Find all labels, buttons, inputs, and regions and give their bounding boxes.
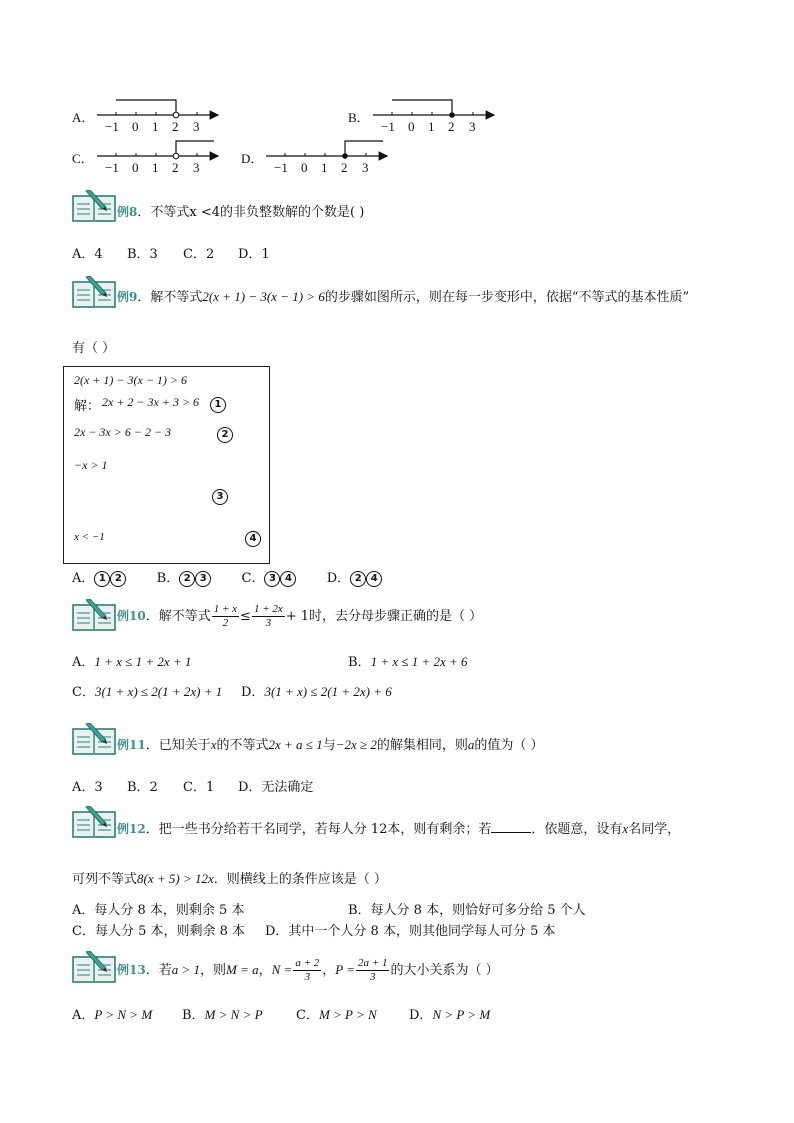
tick-label: 3 — [362, 160, 369, 175]
option-mark: 2 — [350, 571, 366, 587]
example-12-stem — [117, 818, 680, 837]
option-c: C．1 — [183, 780, 215, 795]
example-10-stem — [117, 603, 482, 630]
variable: x — [622, 821, 629, 836]
example-9-stem — [117, 286, 689, 305]
option-label: D． — [241, 685, 265, 700]
fraction-numerator: 2a + 1 — [358, 957, 388, 969]
option-a-label: A． — [72, 110, 95, 125]
option-b: B．2 — [127, 780, 158, 795]
number-line-c — [97, 141, 218, 159]
le-sign: ≤ — [240, 609, 251, 624]
option-c: C．每人分 5 本，则剩余 8 本 — [72, 924, 246, 939]
option-d-label: D． — [241, 151, 264, 166]
tick-label: 3 — [193, 119, 200, 134]
tick-label: 1 — [152, 119, 159, 134]
example-13-stem — [117, 957, 499, 984]
option-b — [348, 651, 468, 670]
n-lhs: N = — [271, 962, 293, 977]
condition-expression: a > 1 — [171, 962, 200, 977]
option-a — [72, 651, 191, 670]
tick-label: 0 — [132, 119, 139, 134]
question-text: 名同学， — [628, 822, 681, 837]
number-line-b — [373, 100, 494, 118]
option-d — [409, 1004, 490, 1023]
option-mark: 4 — [280, 571, 296, 587]
step-mark-4: 4 — [245, 531, 261, 547]
number-line-options — [0, 90, 794, 270]
option-b: B．每人分 8 本，则恰好可多分给 5 个人 — [348, 903, 586, 918]
variable: x — [210, 737, 217, 752]
option-mark: 4 — [366, 571, 382, 587]
example-book-icon — [72, 190, 116, 222]
question-text-line2 — [72, 868, 387, 887]
option-label: B． — [182, 1008, 205, 1023]
option-mark: 2 — [179, 571, 195, 587]
example-11-stem — [117, 734, 544, 753]
option-b: B．3 — [127, 247, 158, 262]
option-d — [327, 571, 382, 586]
tick-label: −1 — [105, 119, 119, 134]
tick-label: 2 — [172, 160, 179, 175]
question-text: 与 — [322, 738, 336, 753]
option-c — [296, 1004, 377, 1023]
question-text: ．把一些书分给若干名同学，若每人分 12本，则有剩余；若 — [145, 822, 492, 837]
question-text-line2: 有（ ） — [72, 341, 116, 356]
example-8-stem — [117, 201, 364, 220]
option-a — [72, 1004, 152, 1023]
question-text: 的值为（ ） — [474, 738, 544, 753]
example-number: 例8 — [117, 205, 138, 219]
fraction — [212, 603, 239, 630]
example-number: 例10 — [117, 609, 146, 623]
question-text: 的大小关系为（ ） — [390, 963, 499, 978]
tick-label: −1 — [105, 160, 119, 175]
option-label: D． — [326, 571, 351, 586]
option-c — [72, 681, 222, 700]
tick-label: 3 — [469, 119, 476, 134]
inequality-expression: 2x + a ≤ 1 — [268, 737, 323, 752]
option-a: A．4 — [72, 247, 103, 262]
number-line-d — [266, 141, 387, 159]
question-text: 的不等式 — [216, 738, 269, 753]
option-mark: 3 — [195, 571, 211, 587]
tick-label: 0 — [132, 160, 139, 175]
step-label: 解： — [74, 399, 101, 414]
step-line: 2(x + 1) − 3(x − 1) > 6 — [74, 373, 188, 387]
step-line: −x > 1 — [74, 458, 108, 472]
option-mark: 1 — [94, 571, 110, 587]
tick-label: 3 — [193, 160, 200, 175]
p-lhs: P = — [335, 962, 356, 977]
option-c-label: C． — [72, 151, 94, 166]
example-number: 例9 — [117, 290, 138, 304]
step-line: 2x − 3x > 6 − 2 − 3 — [74, 425, 172, 439]
fraction-denominator: 3 — [304, 971, 311, 983]
inequality-expression: 8(x + 5) > 12x — [137, 871, 214, 886]
step-line: x < −1 — [74, 531, 105, 543]
example-number: 例11 — [117, 738, 146, 752]
option-d: D．其中一个人分 8 本，则其他同学每人可分 5 本 — [265, 924, 556, 939]
number-line-a — [97, 100, 218, 118]
option-expr: N > P > M — [432, 1007, 491, 1022]
tick-label: 1 — [428, 119, 435, 134]
option-label: C． — [241, 571, 265, 586]
fraction-denominator: 2 — [222, 617, 229, 629]
question-text: + 1时，去分母步骤正确的是（ ） — [285, 609, 483, 624]
option-label: C． — [72, 685, 95, 700]
example-book-icon — [72, 723, 116, 755]
fraction-numerator: 1 + x — [213, 603, 238, 615]
fraction — [356, 957, 389, 984]
option-c: C．2 — [183, 247, 215, 262]
question-text: ．则横线上的条件应该是（ ） — [213, 872, 387, 887]
option-d: D．1 — [238, 247, 270, 262]
fraction-denominator: 3 — [265, 617, 272, 629]
example-book-icon — [72, 276, 116, 308]
fraction-numerator: 1 + 2x — [253, 603, 283, 615]
example-9-options — [72, 567, 382, 587]
option-c — [242, 571, 297, 586]
question-text: ，则 — [200, 963, 227, 978]
option-b — [182, 1004, 263, 1023]
question-text: 可列不等式 — [72, 872, 138, 887]
fraction-denominator: 3 — [370, 971, 376, 983]
solution-steps-box — [63, 366, 270, 564]
fraction-numerator: a + 2 — [295, 957, 320, 969]
option-a — [72, 571, 126, 586]
option-mark: 2 — [110, 571, 126, 587]
option-mark: 3 — [264, 571, 280, 587]
separator: ， — [322, 963, 336, 978]
step-mark-2: 2 — [217, 427, 233, 443]
step-mark-3: 3 — [212, 489, 228, 505]
question-text: ．若 — [145, 963, 172, 978]
option-b-label: B． — [348, 110, 370, 125]
question-text: ．解不等式 — [137, 290, 203, 305]
inequality-expression: −2x ≥ 2 — [335, 737, 377, 752]
option-label: B． — [156, 571, 180, 586]
step-mark-1: 1 — [210, 397, 226, 413]
option-label: C． — [296, 1008, 319, 1023]
option-label: D． — [409, 1008, 433, 1023]
m-expression: M = a — [226, 962, 259, 977]
option-label: A． — [72, 655, 95, 670]
example-book-icon — [72, 599, 116, 631]
option-a: A．每人分 8 本，则剩余 5 本 — [72, 903, 245, 918]
option-expr: M > P > N — [318, 1007, 377, 1022]
tick-label: 2 — [172, 119, 179, 134]
question-text: ．已知关于 — [145, 738, 211, 753]
question-text: 的解集相同，则 — [376, 738, 468, 753]
option-expr: M > N > P — [204, 1007, 263, 1022]
example-book-icon — [72, 806, 116, 838]
option-label: A． — [72, 1008, 95, 1023]
variable: a — [467, 737, 475, 752]
question-text: 的步骤如图所示，则在每一步变形中，依据“不等式的基本性质” — [324, 290, 690, 305]
question-text: ．依题意，设有 — [531, 822, 623, 837]
tick-label: −1 — [274, 160, 288, 175]
tick-label: 2 — [448, 119, 455, 134]
option-label: A． — [72, 571, 95, 586]
example-book-icon — [72, 951, 116, 983]
option-label: B． — [348, 655, 371, 670]
example-number: 例13 — [117, 963, 146, 977]
question-text: ．解不等式 — [145, 609, 211, 624]
example-number: 例12 — [117, 822, 146, 836]
option-expr: 1 + x ≤ 1 + 2x + 1 — [94, 654, 192, 669]
option-a: A．3 — [72, 780, 103, 795]
separator: ， — [258, 963, 272, 978]
tick-label: 0 — [301, 160, 308, 175]
option-d: D．无法确定 — [238, 780, 314, 795]
tick-label: 1 — [321, 160, 328, 175]
tick-label: −1 — [381, 119, 395, 134]
answer-blank — [491, 820, 531, 833]
tick-label: 2 — [341, 160, 348, 175]
inequality-expression: 2(x + 1) − 3(x − 1) > 6 — [202, 289, 325, 304]
option-expr: 3(1 + x) ≤ 2(1 + 2x) + 6 — [264, 684, 392, 699]
option-expr: P > N > M — [94, 1007, 153, 1022]
question-text: ．不等式x <4的非负整数解的个数是( ) — [137, 205, 365, 220]
tick-label: 1 — [152, 160, 159, 175]
option-b — [157, 571, 212, 586]
tick-label: 0 — [408, 119, 415, 134]
fraction — [293, 957, 321, 984]
step-line: 2x + 2 − 3x + 3 > 6 — [102, 395, 200, 409]
option-d — [241, 681, 392, 700]
option-expr: 1 + x ≤ 1 + 2x + 6 — [370, 654, 468, 669]
option-expr: 3(1 + x) ≤ 2(1 + 2x) + 1 — [94, 684, 223, 699]
fraction — [252, 603, 285, 630]
